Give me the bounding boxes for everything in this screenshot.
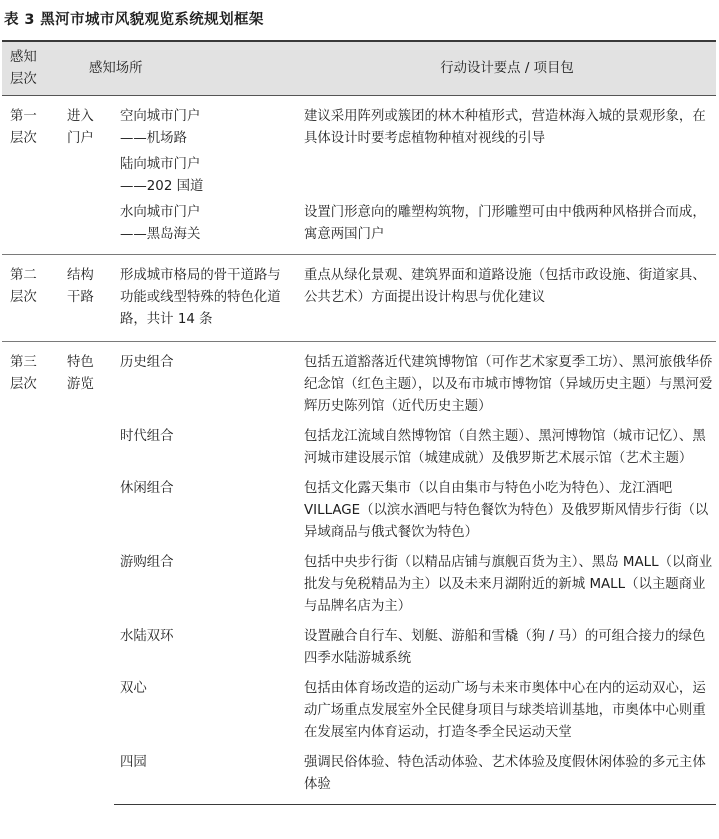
place-cell: 陆向城市门户 ——202 国道 xyxy=(120,157,204,194)
level-cell: 第一 层次 xyxy=(2,96,59,255)
design-cell: 包括文化露天集市（以自由集市与特色小吃为特色）、龙江酒吧 VILLAGE（以滨水酒吧与特色餐饮为特色）及俄罗斯风情步行街（以异域商品与俄式餐饮为特色） xyxy=(304,481,709,540)
place-cell: 游购组合 xyxy=(120,555,174,570)
place-cell: 时代组合 xyxy=(120,429,174,444)
place-cell: 水向城市门户 ——黑岛海关 xyxy=(120,205,201,242)
place-cell: 休闲组合 xyxy=(120,481,174,496)
place-cell: 历史组合 xyxy=(114,342,298,427)
category-cell: 特色 游览 xyxy=(59,342,114,805)
table-row xyxy=(2,255,716,342)
table-caption: 表 3 黑河市城市风貌观览系统规划框架 xyxy=(4,12,264,28)
design-cell: 强调民俗体验、特色活动体验、艺术体验及度假休闲体验的多元主体体验 xyxy=(298,752,716,805)
design-cell: 重点从绿化景观、建筑界面和道路设施（包括市政设施、街道家具、公共艺术）方面提出设计构思与优化建议 xyxy=(298,255,716,342)
design-cell: 设置门形意向的雕塑构筑物，门形雕塑可由中俄两种风格拼合而成，寓意两国门户 xyxy=(304,205,706,242)
design-cell: 包括由体育场改造的运动广场与未来市奥体中心在内的运动双心，运动广场重点发展室外全民健身项目与球类培训基地，市奥体中心则重在发展室内体育运动，打造冬季全民运动天堂 xyxy=(304,681,706,740)
level-cell: 第二 层次 xyxy=(2,255,59,342)
level-cell: 第三 层次 xyxy=(2,342,59,805)
design-cell: 包括五道豁落近代建筑博物馆（可作艺术家夏季工坊）、黑河旅俄华侨纪念馆（红色主题），以及布市城市博物馆（异域历史主题）与黑河爱辉历史陈列馆（近代历史主题） xyxy=(298,342,716,427)
place-cell: 四园 xyxy=(114,752,298,805)
table-header-row xyxy=(2,41,716,96)
table-row xyxy=(2,96,716,151)
design-cell: 建议采用阵列或簇团的林木种植形式，营造林海入城的景观形象，在具体设计时要考虑植物种植对视线的引导 xyxy=(298,96,716,199)
planning-framework-table xyxy=(2,40,716,805)
place-cell: 双心 xyxy=(120,681,147,696)
table-row xyxy=(2,342,716,427)
design-cell: 设置融合自行车、划艇、游船和雪橇（狗 / 马）的可组合接力的绿色四季水陆游城系统 xyxy=(304,629,706,666)
place-cell: 形成城市格局的骨干道路与功能或线型特殊的特色化道路，共计 14 条 xyxy=(114,255,298,342)
place-cell: 空向城市门户 ——机场路 xyxy=(114,96,298,151)
design-cell: 包括龙江流域自然博物馆（自然主题）、黑河博物馆（城市记忆）、黑河城市建设展示馆（城建成就）及俄罗斯艺术展示馆（艺术主题） xyxy=(304,429,706,466)
header-design: 行动设计要点 / 项目包 xyxy=(298,41,716,96)
header-level: 感知 层次 xyxy=(2,41,59,96)
place-cell: 水陆双环 xyxy=(120,629,174,644)
category-cell: 进入 门户 xyxy=(59,96,114,255)
category-cell: 结构 干路 xyxy=(59,255,114,342)
header-place: 感知场所 xyxy=(59,41,298,96)
design-cell: 包括中央步行街（以精品店铺与旗舰百货为主）、黑岛 MALL（以商业批发与免税精品为主）以及未来月湖附近的新城 MALL（以主题商业与品牌名店为主） xyxy=(304,555,713,614)
